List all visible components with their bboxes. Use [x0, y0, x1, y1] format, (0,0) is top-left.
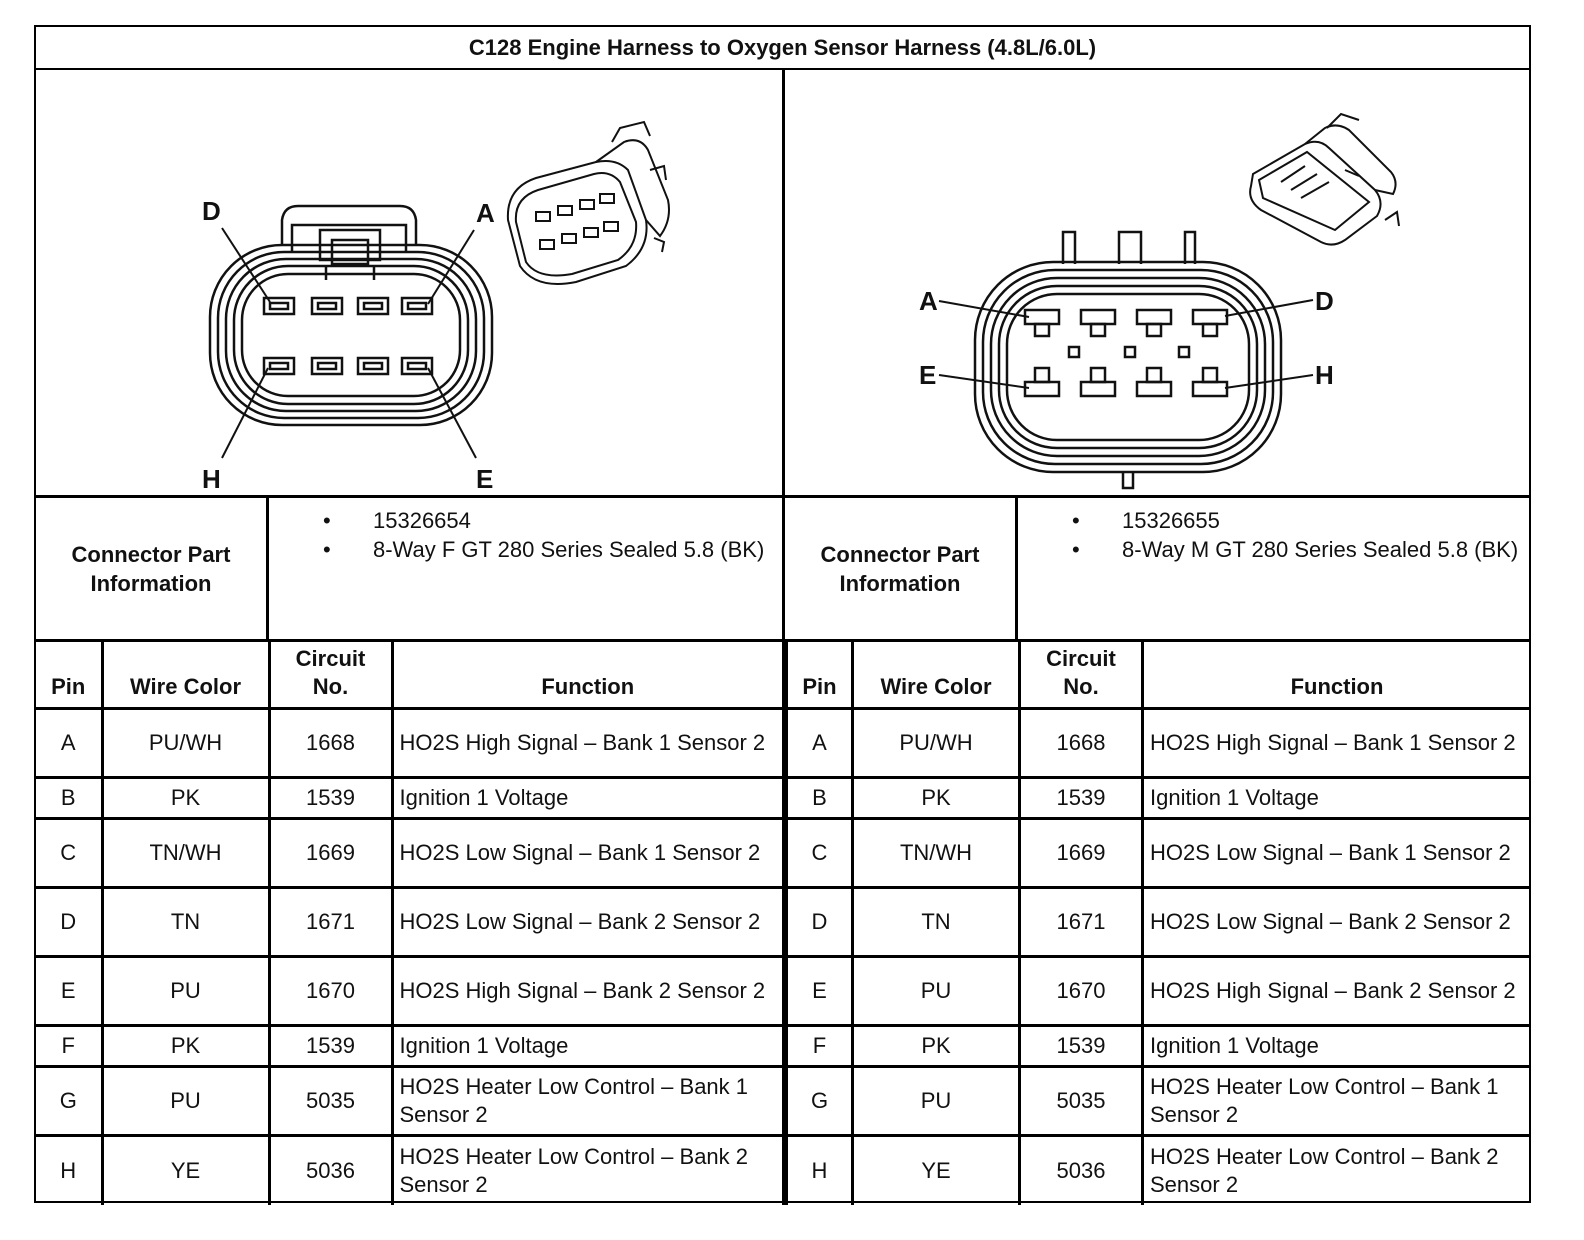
table-header-row	[787, 641, 1531, 709]
pin-cell: B	[787, 778, 853, 819]
wire-color-cell: PU/WH	[853, 709, 1020, 778]
function-cell: HO2S Heater Low Control – Bank 1 Sensor 2	[1143, 1067, 1531, 1136]
function-cell: HO2S Low Signal – Bank 1 Sensor 2	[1143, 819, 1531, 888]
table-row	[36, 957, 784, 1026]
header-pin: Pin	[787, 641, 853, 709]
table-row	[787, 957, 1531, 1026]
pin-cell: H	[787, 1136, 853, 1205]
table-row	[787, 1136, 1531, 1205]
circuit-cell: 5035	[269, 1067, 392, 1136]
circuit-cell: 5036	[269, 1136, 392, 1205]
diagram-label-H: H	[202, 464, 221, 494]
circuit-cell: 1670	[269, 957, 392, 1026]
female-connector-3d-icon	[508, 122, 669, 284]
male-housing-outline	[975, 232, 1281, 488]
right-pinout-rows	[787, 709, 1531, 1205]
table-row	[36, 1136, 784, 1205]
wire-color-cell: PU	[853, 1067, 1020, 1136]
wire-color-cell: YE	[102, 1136, 269, 1205]
wire-color-cell: YE	[853, 1136, 1020, 1205]
pin-cell: A	[36, 709, 102, 778]
female-connector-diagram	[36, 70, 785, 495]
wire-color-cell: PU	[102, 957, 269, 1026]
pin-cell: E	[787, 957, 853, 1026]
circuit-cell: 1671	[1020, 888, 1143, 957]
pin-cell: F	[36, 1026, 102, 1067]
function-cell: HO2S High Signal – Bank 2 Sensor 2	[1143, 957, 1531, 1026]
right-pinout-table	[785, 639, 1530, 1205]
female-cavities	[264, 298, 432, 374]
pin-cell: D	[787, 888, 853, 957]
part-number: • 15326655	[1018, 506, 1522, 535]
part-info-label: Connector Part Information	[785, 498, 1018, 639]
part-description: • 8-Way F GT 280 Series Sealed 5.8 (BK)	[269, 535, 774, 564]
table-header-row	[36, 641, 784, 709]
circuit-cell: 1670	[1020, 957, 1143, 1026]
female-housing-outline	[210, 206, 492, 425]
part-info-label: Connector Part Information	[36, 498, 269, 639]
pin-cell: A	[787, 709, 853, 778]
table-row	[787, 709, 1531, 778]
right-part-info	[785, 495, 1530, 639]
diagram-label-D: D	[1315, 286, 1334, 316]
left-part-info	[36, 495, 785, 639]
circuit-cell: 1539	[1020, 1026, 1143, 1067]
wire-color-cell: PU	[853, 957, 1020, 1026]
table-row	[36, 1067, 784, 1136]
function-cell: HO2S Low Signal – Bank 2 Sensor 2	[1143, 888, 1531, 957]
function-cell: Ignition 1 Voltage	[392, 1026, 784, 1067]
sheet-title: C128 Engine Harness to Oxygen Sensor Harness (4.8L/6.0L)	[36, 27, 1529, 70]
diagram-label-H: H	[1315, 360, 1334, 390]
header-circuit: Circuit No.	[1020, 641, 1143, 709]
male-connector-diagram	[785, 70, 1530, 495]
pin-cell: G	[787, 1067, 853, 1136]
circuit-cell: 1671	[269, 888, 392, 957]
function-cell: Ignition 1 Voltage	[1143, 778, 1531, 819]
pin-cell: G	[36, 1067, 102, 1136]
pin-cell: B	[36, 778, 102, 819]
pin-cell: H	[36, 1136, 102, 1205]
header-function: Function	[1143, 641, 1531, 709]
wire-color-cell: PU/WH	[102, 709, 269, 778]
circuit-cell: 1669	[1020, 819, 1143, 888]
circuit-cell: 1539	[269, 1026, 392, 1067]
pin-cell: C	[787, 819, 853, 888]
table-row	[787, 888, 1531, 957]
circuit-cell: 1668	[269, 709, 392, 778]
male-pins	[1025, 310, 1227, 396]
table-row	[787, 778, 1531, 819]
part-number: • 15326654	[269, 506, 774, 535]
header-circuit: Circuit No.	[269, 641, 392, 709]
wire-color-cell: PK	[102, 1026, 269, 1067]
table-row	[787, 1067, 1531, 1136]
part-info-list	[1018, 506, 1522, 564]
function-cell: HO2S High Signal – Bank 1 Sensor 2	[1143, 709, 1531, 778]
wire-color-cell: TN/WH	[853, 819, 1020, 888]
table-row	[787, 1026, 1531, 1067]
circuit-cell: 1539	[269, 778, 392, 819]
wire-color-cell: TN	[853, 888, 1020, 957]
circuit-cell: 1668	[1020, 709, 1143, 778]
left-pinout-table	[36, 639, 785, 1205]
male-connector-drawing	[785, 70, 1530, 495]
header-pin: Pin	[36, 641, 102, 709]
wire-color-cell: PK	[853, 1026, 1020, 1067]
pin-cell: D	[36, 888, 102, 957]
circuit-cell: 1669	[269, 819, 392, 888]
pin-cell: F	[787, 1026, 853, 1067]
pin-cell: C	[36, 819, 102, 888]
connector-sheet	[34, 25, 1531, 1203]
function-cell: HO2S Heater Low Control – Bank 2 Sensor 2	[392, 1136, 784, 1205]
table-row	[36, 1026, 784, 1067]
function-cell: HO2S Low Signal – Bank 2 Sensor 2	[392, 888, 784, 957]
function-cell: HO2S High Signal – Bank 2 Sensor 2	[392, 957, 784, 1026]
diagram-label-A: A	[476, 198, 495, 228]
diagram-label-E: E	[476, 464, 494, 494]
diagram-label-E: E	[919, 360, 937, 390]
wire-color-cell: TN/WH	[102, 819, 269, 888]
diagram-label-D: D	[202, 196, 221, 226]
table-row	[787, 819, 1531, 888]
wire-color-cell: TN	[102, 888, 269, 957]
wire-color-cell: PK	[102, 778, 269, 819]
function-cell: Ignition 1 Voltage	[1143, 1026, 1531, 1067]
female-connector-drawing	[36, 70, 782, 495]
circuit-cell: 1539	[1020, 778, 1143, 819]
header-wire-color: Wire Color	[853, 641, 1020, 709]
table-row	[36, 819, 784, 888]
wire-color-cell: PU	[102, 1067, 269, 1136]
male-connector-3d-icon	[1250, 114, 1399, 245]
function-cell: HO2S Low Signal – Bank 1 Sensor 2	[392, 819, 784, 888]
function-cell: HO2S Heater Low Control – Bank 2 Sensor 2	[1143, 1136, 1531, 1205]
header-wire-color: Wire Color	[102, 641, 269, 709]
function-cell: HO2S High Signal – Bank 1 Sensor 2	[392, 709, 784, 778]
function-cell: HO2S Heater Low Control – Bank 1 Sensor 2	[392, 1067, 784, 1136]
table-row	[36, 888, 784, 957]
function-cell: Ignition 1 Voltage	[392, 778, 784, 819]
circuit-cell: 5035	[1020, 1067, 1143, 1136]
pin-cell: E	[36, 957, 102, 1026]
wire-color-cell: PK	[853, 778, 1020, 819]
table-row	[36, 709, 784, 778]
header-function: Function	[392, 641, 784, 709]
part-info-list	[269, 506, 774, 564]
diagram-label-A: A	[919, 286, 938, 316]
circuit-cell: 5036	[1020, 1136, 1143, 1205]
table-row	[36, 778, 784, 819]
part-description: • 8-Way M GT 280 Series Sealed 5.8 (BK)	[1018, 535, 1522, 564]
left-pinout-rows	[36, 709, 784, 1205]
